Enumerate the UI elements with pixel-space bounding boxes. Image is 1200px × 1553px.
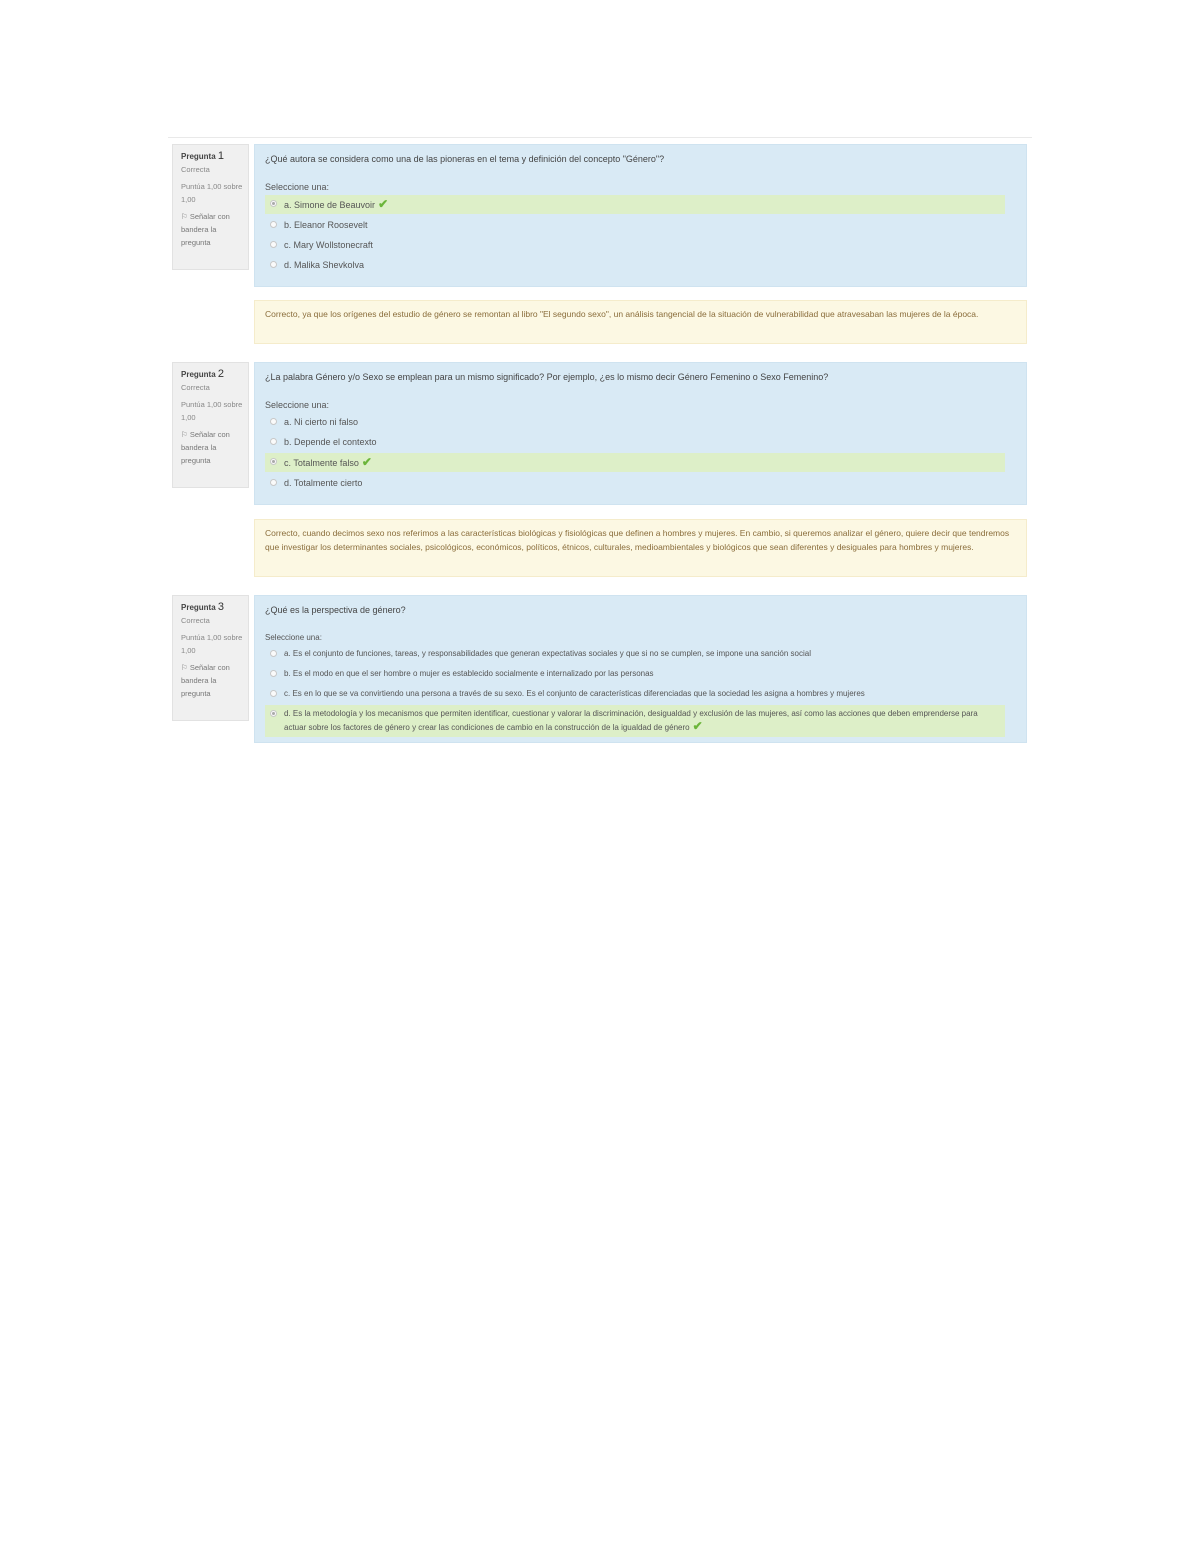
answer-option-c[interactable]: c. Es en lo que se va convirtiendo una persona a través de su sexo. Es el conjunto de características diferenciadas que la sociedad les asigna a hombres y mujeres (265, 685, 1005, 703)
check-icon: ✔ (361, 455, 372, 469)
answer-prompt: Seleccione una: (265, 633, 322, 642)
question-score: Puntúa 1,00 sobre 1,00 (181, 182, 243, 204)
answer-option-a[interactable]: a. Es el conjunto de funciones, tareas, y responsabilidades que generan expectativas sociales y que si no se cumplen, se impone una sanción social (265, 645, 1005, 663)
check-icon: ✔ (378, 197, 389, 211)
radio-button[interactable] (270, 479, 277, 486)
question-number: Pregunta 3 (181, 601, 225, 613)
radio-button[interactable] (270, 200, 277, 207)
flag-icon: ⚐ (181, 663, 188, 672)
question-state: Correcta (181, 616, 210, 625)
answer-option-b[interactable]: b. Eleanor Roosevelt (265, 216, 1005, 234)
answer-option-d[interactable]: d. Totalmente cierto (265, 474, 1005, 492)
answer-option-b[interactable]: b. Depende el contexto (265, 433, 1005, 451)
answer-option-d[interactable]: d. Es la metodología y los mecanismos que permiten identificar, cuestionar y valorar la discriminación, desigualdad y exclusión de las mujeres, así como las acciones que deben emprenderse para actuar sobre los factores de género y crear las condiciones de cambio en la construcción de la igualdad de género ✔ (265, 705, 1005, 737)
answer-option-a[interactable]: a. Simone de Beauvoir ✔ (265, 195, 1005, 214)
radio-button[interactable] (270, 261, 277, 268)
feedback-box: Correcto, cuando decimos sexo nos referimos a las características biológicas y fisiológicas que definen a hombres y mujeres. En cambio, si queremos analizar el género, quiere decir que tendremos que investigar los determinantes sociales, psicológicos, económicos, políticos, étnicos, culturales, medioambientales y biológicos que sean diferentes y desiguales para hombres y mujeres. (254, 519, 1027, 577)
answer-option-c[interactable]: c. Mary Wollstonecraft (265, 236, 1005, 254)
radio-button[interactable] (270, 241, 277, 248)
answer-option-b[interactable]: b. Es el modo en que el ser hombre o mujer es establecido socialmente e internalizado por las personas (265, 665, 1005, 683)
radio-button[interactable] (270, 458, 277, 465)
question-state: Correcta (181, 165, 210, 174)
page-divider (168, 137, 1032, 138)
radio-button[interactable] (270, 710, 277, 717)
question-state: Correcta (181, 383, 210, 392)
radio-button[interactable] (270, 418, 277, 425)
radio-button[interactable] (270, 690, 277, 697)
question-score: Puntúa 1,00 sobre 1,00 (181, 633, 243, 655)
radio-button[interactable] (270, 438, 277, 445)
check-icon: ✔ (692, 719, 703, 733)
feedback-box: Correcto, ya que los orígenes del estudio de género se remontan al libro "El segundo sexo", un análisis tangencial de la situación de vulnerabilidad que atravesaban las mujeres de la época. (254, 300, 1027, 344)
flag-question-link[interactable]: ⚐ Señalar con bandera la pregunta (181, 663, 230, 698)
flag-icon: ⚐ (181, 430, 188, 439)
question-score: Puntúa 1,00 sobre 1,00 (181, 400, 243, 422)
radio-button[interactable] (270, 670, 277, 677)
question-info (172, 362, 249, 488)
question-text: ¿La palabra Género y/o Sexo se emplean para un mismo significado? Por ejemplo, ¿es lo mismo decir Género Femenino o Sexo Femenino? (265, 372, 829, 382)
question-content (254, 595, 1027, 743)
question-number: Pregunta 1 (181, 150, 225, 162)
answer-prompt: Seleccione una: (265, 182, 330, 192)
question-number: Pregunta 2 (181, 368, 225, 380)
flag-question-link[interactable]: ⚐ Señalar con bandera la pregunta (181, 212, 230, 247)
answer-option-c[interactable]: c. Totalmente falso ✔ (265, 453, 1005, 472)
question-content (254, 144, 1027, 287)
question-text: ¿Qué autora se considera como una de las pioneras en el tema y definición del concepto "Género"? (265, 154, 665, 164)
flag-question-link[interactable]: ⚐ Señalar con bandera la pregunta (181, 430, 230, 465)
answer-option-d[interactable]: d. Malika Shevkolva (265, 256, 1005, 274)
flag-icon: ⚐ (181, 212, 188, 221)
question-info (172, 595, 249, 721)
answer-prompt: Seleccione una: (265, 400, 330, 410)
radio-button[interactable] (270, 650, 277, 657)
question-content (254, 362, 1027, 505)
radio-button[interactable] (270, 221, 277, 228)
answer-option-a[interactable]: a. Ni cierto ni falso (265, 413, 1005, 431)
question-info (172, 144, 249, 270)
question-text: ¿Qué es la perspectiva de género? (265, 605, 406, 615)
